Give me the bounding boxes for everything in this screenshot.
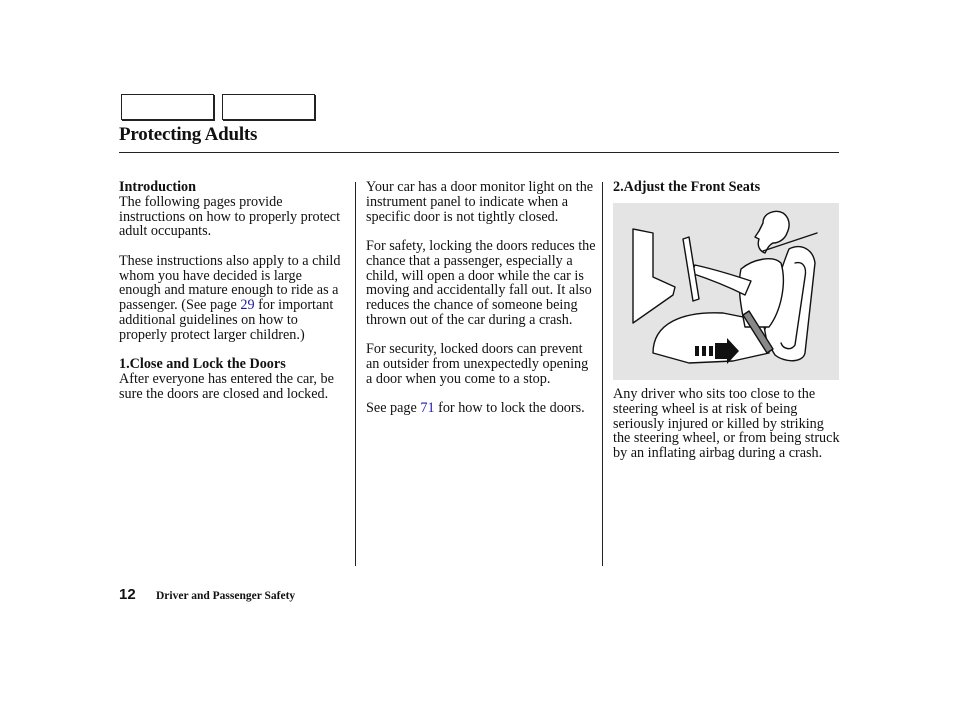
door-monitor-paragraph: Your car has a door monitor light on the instrument panel to indicate when a specific door is not tightly closed. [366,179,594,225]
intro-heading: Introduction [119,179,196,195]
seated-driver-illustration [613,203,839,380]
security-paragraph: For security, locked doors can prevent an outsider from unexpectedly opening a door when you come to a stop. [366,341,589,387]
step-1-heading: 1.Close and Lock the Doors [119,356,286,373]
column-divider-2 [602,182,603,566]
column-2 [366,180,596,431]
nav-prev-button[interactable] [121,94,214,120]
column-3-body [613,387,841,476]
see-page-paragraph: See page 71 for how to lock the doors. [366,400,585,417]
nav-next-button[interactable] [222,94,315,120]
step-2-heading: 2.Adjust the Front Seats [613,179,761,195]
section-name: Driver and Passenger Safety [156,590,296,602]
page-number: 12 [119,586,136,603]
page-29-link[interactable]: 29 [240,297,255,314]
safety-paragraph: For safety, locking the doors reduces the chance that a passenger, especially a child, will open a door while the car is moving and accidentally fall out. It also reduces the chance of someone being thrown out of the car during a crash. [366,237,596,328]
driver-warning-paragraph: Any driver who sits too close to the steering wheel is at risk of being seriously injured or killed by striking the steering wheel, or from being struck by an inflating airbag during a crash. [613,386,840,462]
column-3 [613,180,841,195]
title-divider [119,152,839,153]
column-divider-1 [355,182,356,566]
step-1-paragraph: After everyone has entered the car, be sure the doors are closed and locked. [119,370,334,402]
intro-paragraph-2: These instructions also apply to a child whom you have decided is large enough and mature enough to ride as a passenger. (See page 29 for important additional guidelines on how to properly protect larger children.) [119,252,341,343]
column-1 [119,180,347,416]
intro-paragraph-1: The following pages provide instructions on how to properly protect adult occupants. [119,193,341,240]
page-title: Protecting Adults [119,124,258,145]
page-71-link[interactable]: 71 [420,400,435,417]
